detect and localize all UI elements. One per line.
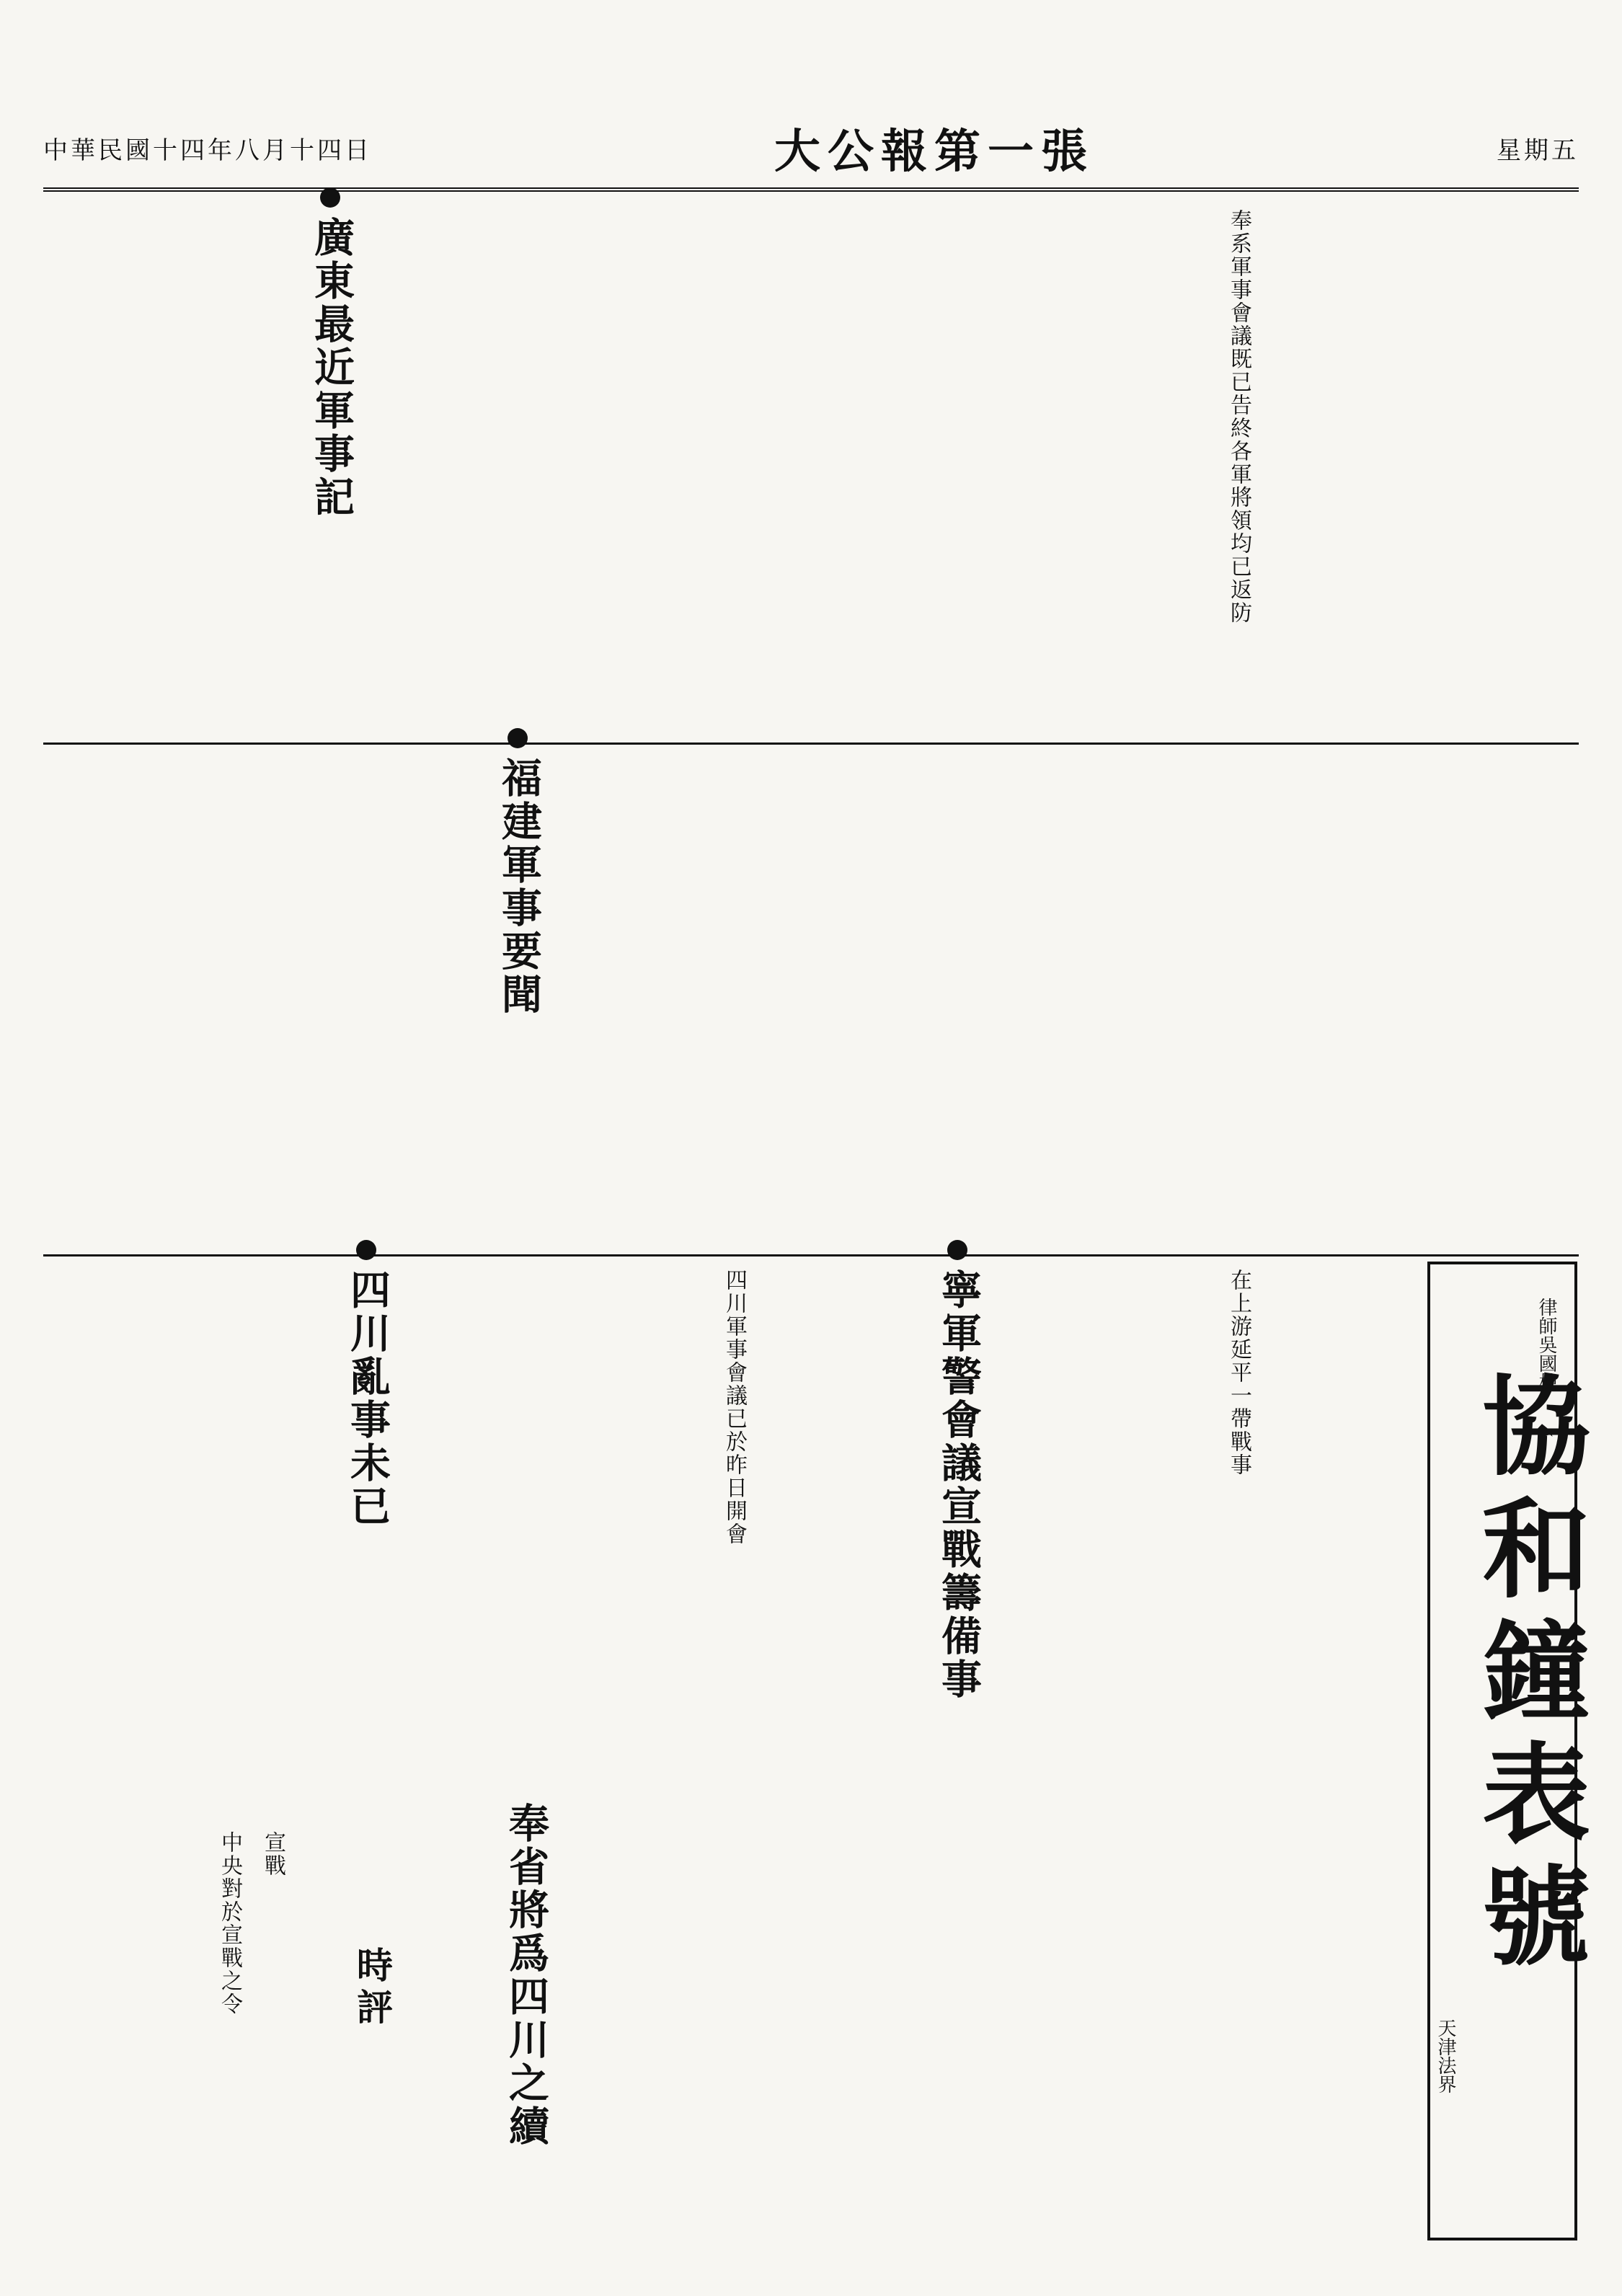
ad-subtitle: 律師吳國棟	[1535, 1298, 1557, 1391]
bullet-icon	[947, 1240, 967, 1260]
ad-title: 協和鐘表號	[1463, 1370, 1590, 1982]
horizontal-rule-1	[43, 743, 1579, 745]
bullet-icon	[320, 187, 340, 208]
headline-5: 奉省將爲四川之續	[502, 1802, 550, 2148]
bullet-icon	[356, 1240, 376, 1260]
ad-note: 天津法界	[1435, 2018, 1456, 2093]
text-column: 在上游延平一帶戰事	[1226, 1269, 1251, 1476]
text-column: 四川軍事會議已於昨日開會	[722, 1269, 747, 1546]
headline-1: 寧軍警會議宣戰籌備事	[935, 1269, 983, 1701]
text-column: 奉系軍事會議既已告終各軍將領均已返防	[1226, 209, 1251, 624]
masthead-date: 中華民國十四年八月十四日	[43, 136, 372, 165]
headline-3: 福建軍事要聞	[495, 757, 543, 1016]
masthead-title: 大公報第一張	[774, 125, 1094, 179]
masthead	[43, 108, 1579, 192]
bullet-icon	[508, 728, 528, 748]
horizontal-rule-2	[43, 1254, 1579, 1256]
text-column: 中央對於宣戰之令	[217, 1831, 242, 2016]
headline-2: 四川亂事未已	[344, 1269, 391, 1528]
headline-4: 廣東最近軍事記	[308, 216, 355, 519]
text-column: 宣戰	[260, 1831, 285, 1877]
masthead-weekday: 星期五	[1497, 136, 1579, 165]
commentary-title: 時評	[351, 1946, 394, 2030]
